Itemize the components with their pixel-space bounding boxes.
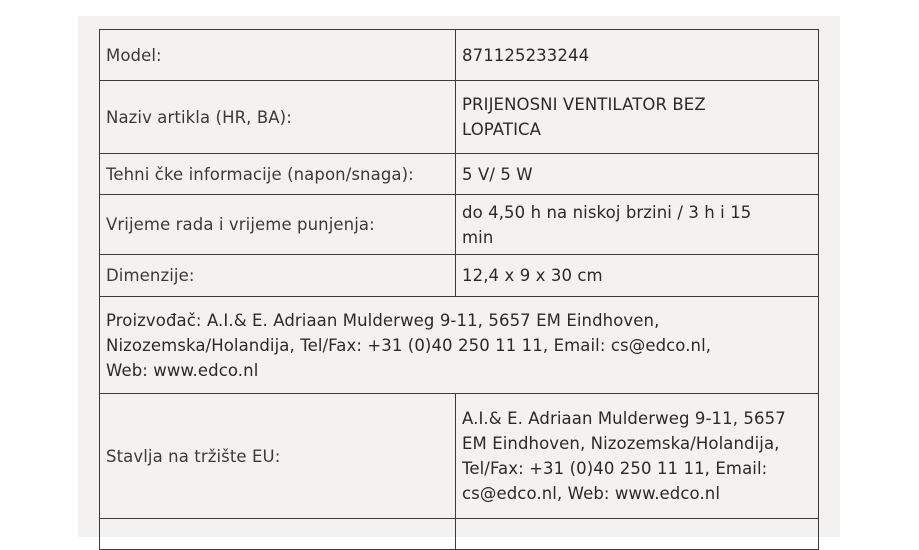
market-value bbox=[456, 394, 819, 519]
market-value-line: Tel/Fax: +31 (0)40 250 11 11, Email: bbox=[462, 459, 768, 478]
market-value-line: EM Eindhoven, Nizozemska/Holandija, bbox=[462, 434, 780, 453]
table-row-manufacturer bbox=[100, 297, 819, 394]
runtime-label: Vrijeme rada i vrijeme punjenja: bbox=[100, 195, 456, 255]
table-row-technical bbox=[100, 154, 819, 195]
table-row-model bbox=[100, 30, 819, 81]
technical-value bbox=[456, 154, 819, 195]
cut-off-cell bbox=[456, 519, 819, 550]
market-value-line: cs@edco.nl, Web: www.edco.nl bbox=[462, 484, 721, 503]
runtime-value-line: do 4,50 h na niskoj brzini / 3 h i 15 bbox=[462, 202, 752, 222]
manufacturer-line: Web: www.edco.nl bbox=[106, 360, 259, 380]
table-row-market bbox=[100, 394, 819, 519]
runtime-value-line: min bbox=[462, 227, 494, 247]
manufacturer-line: Nizozemska/Holandija, Tel/Fax: +31 (0)40 250 11 11, Email: cs@edco.nl, bbox=[106, 335, 712, 355]
dimensions-value bbox=[456, 255, 819, 297]
cut-off-cell bbox=[100, 519, 456, 550]
manufacturer-cell bbox=[100, 297, 819, 394]
table-row-cut-off bbox=[100, 519, 819, 550]
market-label: Stavlja na tržište EU: bbox=[100, 394, 456, 519]
technical-value-line: 5 V/ 5 W bbox=[462, 164, 533, 184]
dimensions-value-line: 12,4 x 9 x 30 cm bbox=[462, 266, 603, 285]
table-row-name bbox=[100, 81, 819, 154]
dimensions-label: Dimenzije: bbox=[100, 255, 456, 297]
table-row-dimensions bbox=[100, 255, 819, 297]
name-value-line: PRIJENOSNI VENTILATOR BEZ bbox=[462, 95, 706, 114]
market-value-line: A.I.& E. Adriaan Mulderweg 9-11, 5657 bbox=[462, 409, 786, 428]
table-row-runtime bbox=[100, 195, 819, 255]
name-value-line: LOPATICA bbox=[462, 120, 542, 139]
model-value-line: 871125233244 bbox=[462, 45, 590, 65]
manufacturer-line: Proizvođač: A.I.& E. Adriaan Mulderweg 9-11, 5657 EM Eindhoven, bbox=[106, 310, 660, 330]
name-label: Naziv artikla (HR, BA): bbox=[100, 81, 456, 154]
runtime-value bbox=[456, 195, 819, 255]
technical-label: Tehni čke informacije (napon/snaga): bbox=[100, 154, 456, 195]
product-info-table bbox=[99, 29, 819, 550]
model-value bbox=[456, 30, 819, 81]
model-label: Model: bbox=[100, 30, 456, 81]
name-value bbox=[456, 81, 819, 154]
